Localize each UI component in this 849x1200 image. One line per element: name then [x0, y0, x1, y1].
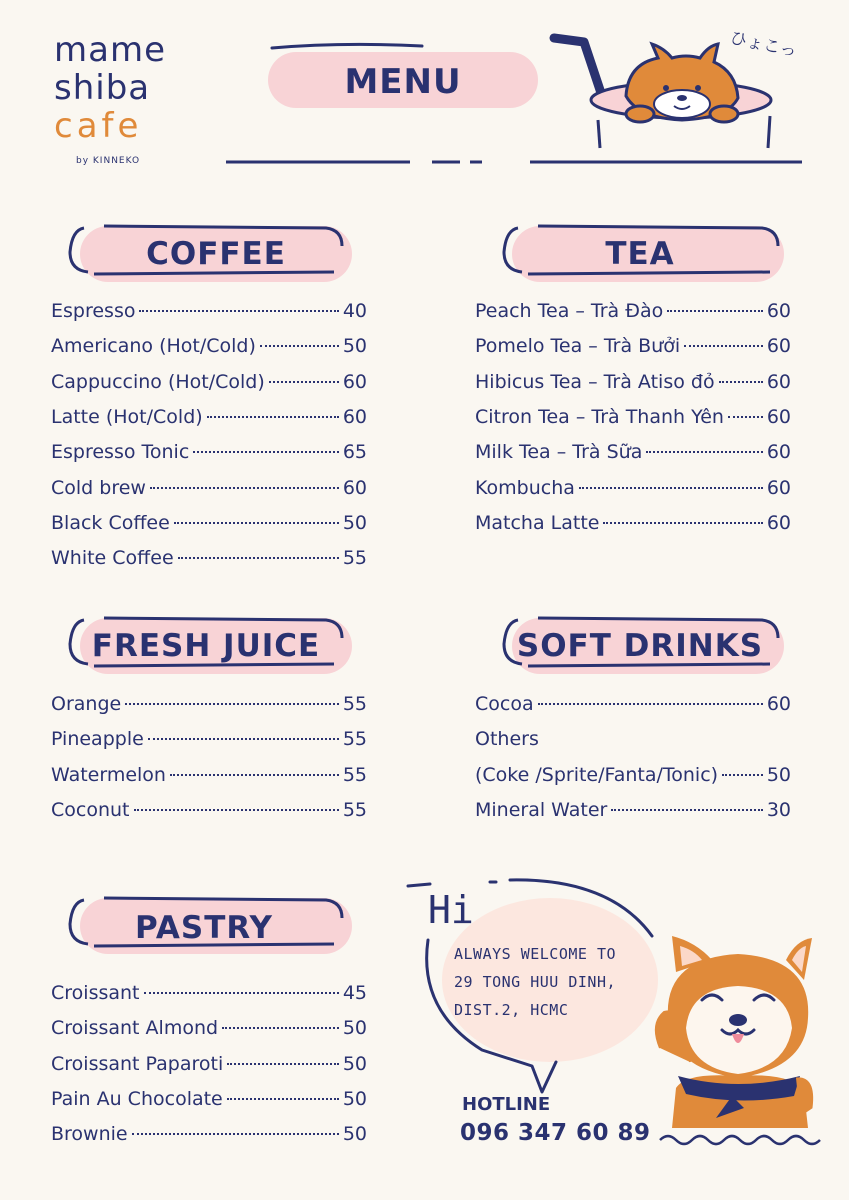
section-title-coffee: COFFEE	[146, 236, 286, 272]
dot-leader	[170, 774, 339, 776]
dot-leader	[538, 703, 763, 705]
menu-item-price: 50	[342, 1052, 367, 1075]
dot-leader	[269, 381, 339, 383]
menu-item-price: 50	[342, 1123, 367, 1146]
dot-leader	[150, 487, 339, 489]
dot-leader	[579, 487, 763, 489]
menu-item-name: Black Coffee	[51, 511, 170, 534]
dot-leader	[148, 738, 339, 740]
menu-item	[475, 510, 791, 536]
menu-item	[475, 333, 791, 359]
greeting-line-3: DIST.2, HCMC	[454, 1001, 569, 1019]
menu-item-name: (Coke /Sprite/Fanta/Tonic)	[475, 763, 719, 786]
dot-leader	[684, 345, 763, 347]
dot-leader	[260, 345, 339, 347]
menu-item-price: 60	[766, 511, 791, 534]
menu-item	[475, 726, 791, 752]
dot-leader	[134, 809, 339, 811]
menu-item-price: 60	[766, 476, 791, 499]
menu-item-price: 65	[342, 441, 367, 464]
menu-item-price: 45	[342, 982, 367, 1004]
menu-item-price: 60	[342, 476, 367, 499]
dot-leader	[227, 1063, 339, 1065]
menu-item	[51, 797, 367, 823]
menu-item-name: Mineral Water	[475, 798, 608, 821]
logo-cafe: cafe	[54, 106, 143, 146]
menu-item	[51, 762, 367, 788]
section-title-soft-drinks: SOFT DRINKS	[516, 628, 764, 664]
menu-item-price: 55	[342, 728, 367, 751]
menu-item	[51, 1121, 367, 1147]
menu-item-price: 55	[342, 547, 367, 570]
menu-item-name: Pain Au Chocolate	[51, 1087, 223, 1110]
dot-leader	[722, 774, 763, 776]
greeting-line-2: 29 TONG HUU DINH,	[454, 973, 617, 991]
menu-item-price: 50	[342, 511, 367, 534]
menu-item-price: 50	[766, 763, 791, 786]
menu-item	[51, 369, 367, 395]
dot-leader	[719, 381, 763, 383]
menu-item	[51, 298, 367, 324]
menu-item-name: Croissant	[51, 982, 140, 1004]
menu-title: MENU	[344, 62, 462, 102]
menu-item-name: Brownie	[51, 1123, 128, 1146]
menu-item-name: Others	[475, 728, 539, 751]
menu-item-price: 50	[342, 1087, 367, 1110]
menu-item	[51, 545, 367, 571]
menu-item	[475, 404, 791, 430]
wavy-underline	[656, 1130, 826, 1150]
menu-item-name: Espresso	[51, 300, 136, 322]
dot-leader	[222, 1027, 339, 1029]
greeting-line-1: ALWAYS WELCOME TO	[454, 945, 617, 963]
dot-leader	[728, 416, 763, 418]
hiyoko-text: ひょこっ	[728, 28, 799, 62]
shiba-mascot-illustration	[646, 928, 826, 1128]
dot-leader	[207, 416, 339, 418]
menu-item-name: Coconut	[51, 798, 130, 821]
menu-item-name: Cold brew	[51, 476, 146, 499]
menu-item	[51, 439, 367, 465]
menu-item-price: 60	[342, 370, 367, 393]
dot-leader	[139, 310, 338, 312]
menu-item-name: Peach Tea – Trà Đào	[475, 300, 664, 322]
menu-item-price: 60	[766, 693, 791, 715]
menu-item-name: Milk Tea – Trà Sữa	[475, 441, 643, 464]
dot-leader	[132, 1133, 339, 1135]
menu-item-price: 60	[766, 335, 791, 358]
section-title-juice: FRESH JUICE	[91, 628, 321, 664]
menu-item	[475, 475, 791, 501]
menu-item	[475, 762, 791, 788]
menu-item	[475, 298, 791, 324]
menu-item-name: Citron Tea – Trà Thanh Yên	[475, 405, 724, 428]
menu-item-price: 60	[766, 405, 791, 428]
menu-item-name: Latte (Hot/Cold)	[51, 405, 203, 428]
menu-item-name: Croissant Paparoti	[51, 1052, 224, 1075]
dot-leader	[144, 992, 339, 994]
menu-item	[475, 691, 791, 717]
menu-item-price: 55	[342, 763, 367, 786]
logo-mame: mame	[54, 30, 166, 70]
hotline-label: HOTLINE	[462, 1094, 551, 1115]
menu-item-name: Pineapple	[51, 728, 144, 751]
menu-item	[51, 980, 367, 1006]
dot-leader	[174, 522, 339, 524]
dot-leader	[193, 451, 339, 453]
menu-item-name: Croissant Almond	[51, 1017, 219, 1040]
dot-leader	[646, 451, 762, 453]
menu-item	[51, 726, 367, 752]
menu-item-price: 60	[766, 370, 791, 393]
dot-leader	[227, 1098, 339, 1100]
hotline-number[interactable]: 096 347 60 89	[460, 1120, 651, 1146]
menu-item	[475, 439, 791, 465]
menu-item	[51, 404, 367, 430]
menu-item-name: White Coffee	[51, 547, 174, 570]
menu-item-price: 50	[342, 1017, 367, 1040]
menu-item-price: 40	[342, 300, 367, 322]
menu-item-price: 55	[342, 693, 367, 715]
menu-item	[51, 691, 367, 717]
dot-leader	[667, 310, 763, 312]
menu-item-name: Cappuccino (Hot/Cold)	[51, 370, 265, 393]
menu-item-price: 60	[342, 405, 367, 428]
menu-item	[51, 1051, 367, 1077]
section-title-pastry: PASTRY	[135, 910, 273, 946]
menu-item-name: Kombucha	[475, 476, 575, 499]
menu-item-price: 55	[342, 798, 367, 821]
menu-item-name: Cocoa	[475, 693, 534, 715]
menu-item	[51, 1015, 367, 1041]
greeting-address	[454, 940, 664, 1024]
logo-shiba: shiba	[54, 68, 151, 108]
dot-leader	[125, 703, 339, 705]
menu-item	[475, 369, 791, 395]
dot-leader	[178, 557, 339, 559]
menu-item-name: Hibicus Tea – Trà Atiso đỏ	[475, 370, 715, 393]
dot-leader	[603, 522, 762, 524]
greeting-hi: Hi	[428, 888, 474, 932]
menu-item-price: 50	[342, 335, 367, 358]
section-title-tea: TEA	[605, 236, 675, 272]
logo-byline: by KINNEKO	[76, 156, 141, 166]
menu-item-price: 30	[766, 798, 791, 821]
dot-leader	[611, 809, 762, 811]
menu-item-price: 60	[766, 441, 791, 464]
menu-item-price: 60	[766, 300, 791, 322]
menu-item-name: Orange	[51, 693, 122, 715]
menu-item	[51, 510, 367, 536]
menu-item	[51, 333, 367, 359]
menu-item	[475, 797, 791, 823]
menu-item	[51, 475, 367, 501]
menu-item-name: Espresso Tonic	[51, 441, 190, 464]
menu-item-name: Americano (Hot/Cold)	[51, 335, 256, 358]
menu-item	[51, 1086, 367, 1112]
menu-item-name: Matcha Latte	[475, 511, 600, 534]
menu-item-name: Pomelo Tea – Trà Bưởi	[475, 335, 681, 358]
menu-item-name: Watermelon	[51, 763, 166, 786]
